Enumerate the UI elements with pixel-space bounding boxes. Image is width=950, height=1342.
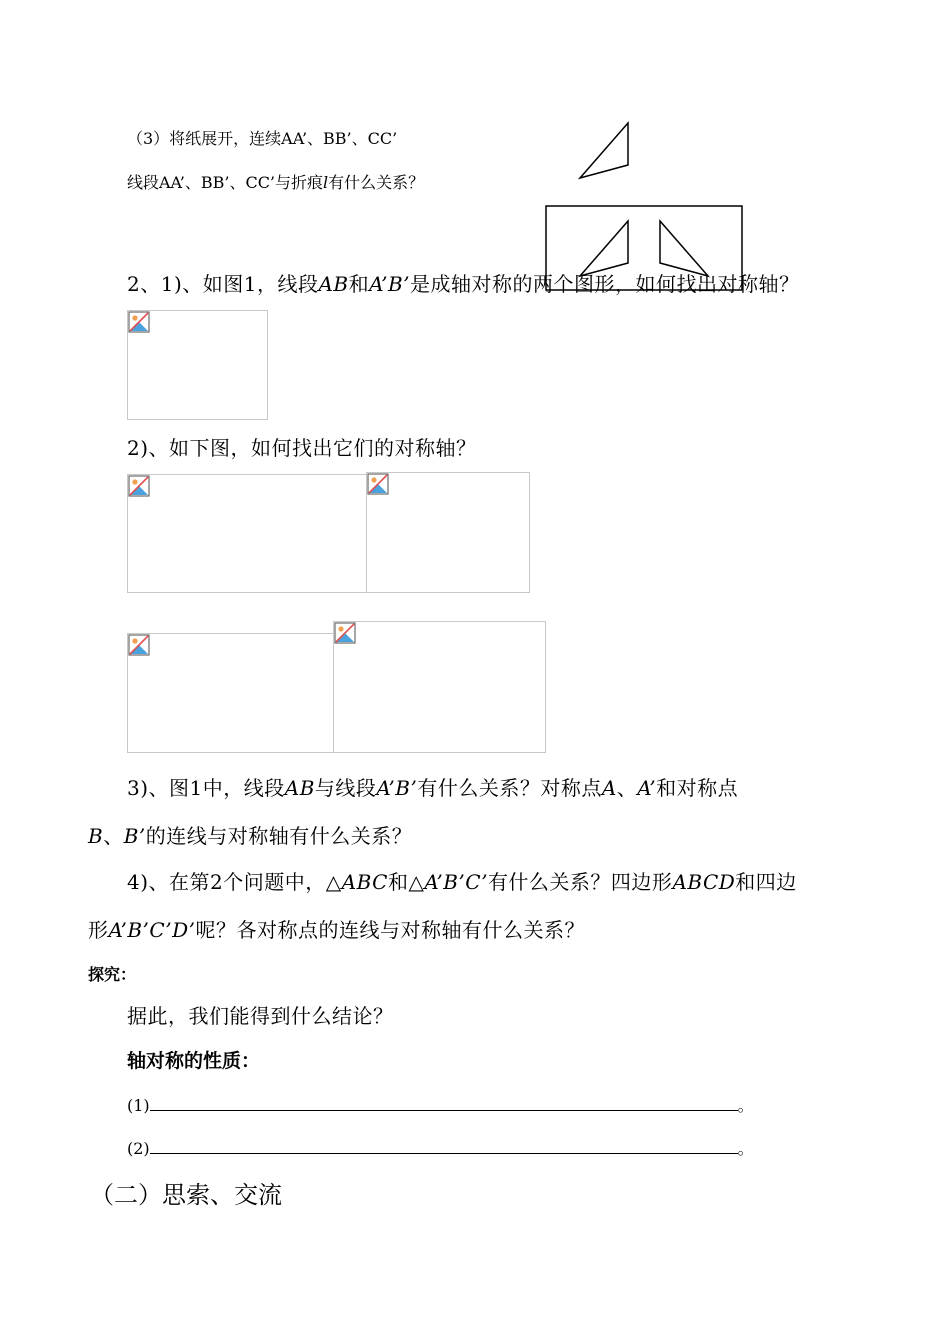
q1-pre: 2、1)、如图1，线段: [127, 272, 319, 296]
q3-a: A: [601, 776, 617, 800]
q3-b: B: [88, 824, 104, 848]
q1-a2b2: A’B’: [369, 272, 411, 296]
q4-a2b2c2: A’B’C’: [424, 870, 488, 894]
item1-answer-line[interactable]: [150, 1094, 738, 1111]
q3-p7: 的连线与对称轴有什么关系？: [145, 824, 413, 848]
item2-answer-line[interactable]: [150, 1137, 738, 1154]
q4-a2b2c2d2: A’B’C’D’: [108, 918, 196, 942]
question-2-1: [127, 268, 800, 297]
q4-p3: 有什么关系？四边形: [487, 870, 673, 894]
q3-p3: 有什么关系？对称点: [417, 776, 602, 800]
item1-label: (1): [127, 1096, 150, 1115]
q3-p1: 3)、图1中，线段: [127, 776, 285, 800]
folded-triangle: [580, 123, 628, 178]
broken-image-icon: [334, 622, 356, 644]
property-item-2: [127, 1136, 754, 1159]
image-placeholder-2b: [366, 472, 530, 593]
q3-b2: B’: [123, 824, 146, 848]
step3-line1: （3）将纸展开，连续AA’、BB’、CC’: [127, 129, 398, 148]
q4-p5: 形: [88, 918, 109, 942]
property-item-1: [127, 1093, 754, 1116]
q4-abcd: ABCD: [672, 870, 736, 894]
q4-p6: 呢？各对称点的连线与对称轴有什么关系？: [195, 918, 585, 942]
step3-line2-var: l: [323, 173, 329, 192]
step3-line2-post: 有什么关系？: [328, 173, 425, 192]
image-placeholder-2d: [333, 621, 546, 753]
explore-heading: 探究：: [88, 965, 137, 984]
q1-post: 是成轴对称的两个图形，如何找出对称轴？: [410, 272, 800, 296]
q4-p2: 和△: [387, 870, 425, 894]
q1-mid: 和: [348, 272, 370, 296]
q4-abc: ABC: [341, 870, 388, 894]
property-title: 轴对称的性质：: [127, 1050, 261, 1072]
explore-prompt: 据此，我们能得到什么结论？: [127, 1004, 394, 1028]
q3-a2: A’: [637, 776, 657, 800]
q3-p2: 与线段: [314, 776, 377, 800]
q1-ab: AB: [318, 272, 349, 296]
image-placeholder-2a: [127, 474, 367, 593]
section2-heading: （二）思索、交流: [90, 1181, 282, 1209]
broken-image-icon: [128, 475, 150, 497]
item2-end-mark: 。: [737, 1139, 754, 1158]
q4-p4: 和四边: [735, 870, 797, 894]
question-4-line1: [127, 866, 797, 895]
broken-image-icon: [367, 473, 389, 495]
broken-image-icon: [128, 634, 150, 656]
q3-p5: 和对称点: [656, 776, 739, 800]
q3-p6: 、: [103, 824, 124, 848]
broken-image-icon: [128, 311, 150, 333]
q4-p1: 4)、在第2个问题中，△: [127, 870, 342, 894]
image-placeholder-2c: [127, 633, 334, 753]
item2-label: (2): [127, 1139, 150, 1158]
question-3-line1: [127, 772, 738, 801]
question-2-2: 2)、如下图，如何找出它们的对称轴？: [127, 436, 477, 460]
question-4-line2: [88, 914, 585, 943]
q3-ab: AB: [284, 776, 315, 800]
question-3-line2: [88, 820, 412, 849]
item1-end-mark: 。: [737, 1096, 754, 1115]
step3-line2-pre: 线段AA’、BB’、CC’与折痕: [127, 173, 324, 192]
q3-p4: 、: [616, 776, 638, 800]
image-placeholder-fig1: [127, 310, 268, 420]
q3-a2b2: A’B’: [376, 776, 418, 800]
